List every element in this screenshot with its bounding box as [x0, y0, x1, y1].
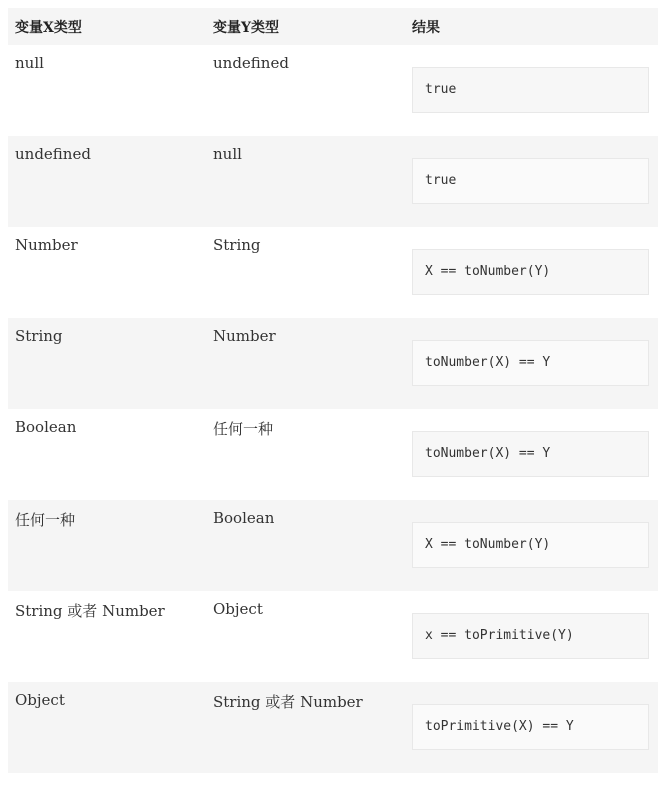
result-code-block: [412, 67, 649, 113]
table-row: [8, 227, 658, 318]
table-row: [8, 318, 658, 409]
column-header-y-type: 变量Y类型: [213, 20, 279, 36]
result-code-block: [412, 704, 649, 750]
result-code-block: [412, 158, 649, 204]
y-type-cell: undefined: [213, 54, 289, 72]
result-code: true: [425, 82, 457, 97]
y-type-cell: Number: [213, 327, 276, 345]
table-row: [8, 409, 658, 500]
result-code-block: [412, 613, 649, 659]
x-type-cell: Object: [15, 691, 65, 709]
comparison-table: [8, 8, 658, 773]
table-row: [8, 136, 658, 227]
y-type-cell: Object: [213, 600, 263, 618]
table-header-row: [8, 8, 658, 45]
x-type-cell: Number: [15, 236, 78, 254]
table-row: [8, 682, 658, 773]
x-type-cell: Boolean: [15, 418, 77, 436]
x-type-cell: null: [15, 54, 44, 72]
result-code-block: [412, 340, 649, 386]
result-code-block: [412, 249, 649, 295]
result-code: X == toNumber(Y): [425, 264, 551, 279]
table-row: [8, 45, 658, 136]
result-code-block: [412, 522, 649, 568]
y-type-cell: String: [213, 236, 261, 254]
x-type-cell: String 或者 Number: [15, 602, 165, 620]
table-row: [8, 591, 658, 682]
y-type-cell: Boolean: [213, 509, 275, 527]
column-header-result: 结果: [412, 20, 440, 36]
table-row: [8, 500, 658, 591]
x-type-cell: String: [15, 327, 63, 345]
result-code: toNumber(X) == Y: [425, 446, 551, 461]
column-header-x-type: 变量X类型: [15, 20, 82, 36]
result-code: X == toNumber(Y): [425, 537, 551, 552]
y-type-cell: null: [213, 145, 242, 163]
result-code: toPrimitive(X) == Y: [425, 719, 574, 734]
result-code: toNumber(X) == Y: [425, 355, 551, 370]
result-code: true: [425, 173, 457, 188]
result-code-block: [412, 431, 649, 477]
result-code: x == toPrimitive(Y): [425, 628, 574, 643]
y-type-cell: String 或者 Number: [213, 693, 363, 711]
y-type-cell: 任何一种: [213, 420, 274, 438]
x-type-cell: 任何一种: [15, 511, 76, 529]
x-type-cell: undefined: [15, 145, 91, 163]
